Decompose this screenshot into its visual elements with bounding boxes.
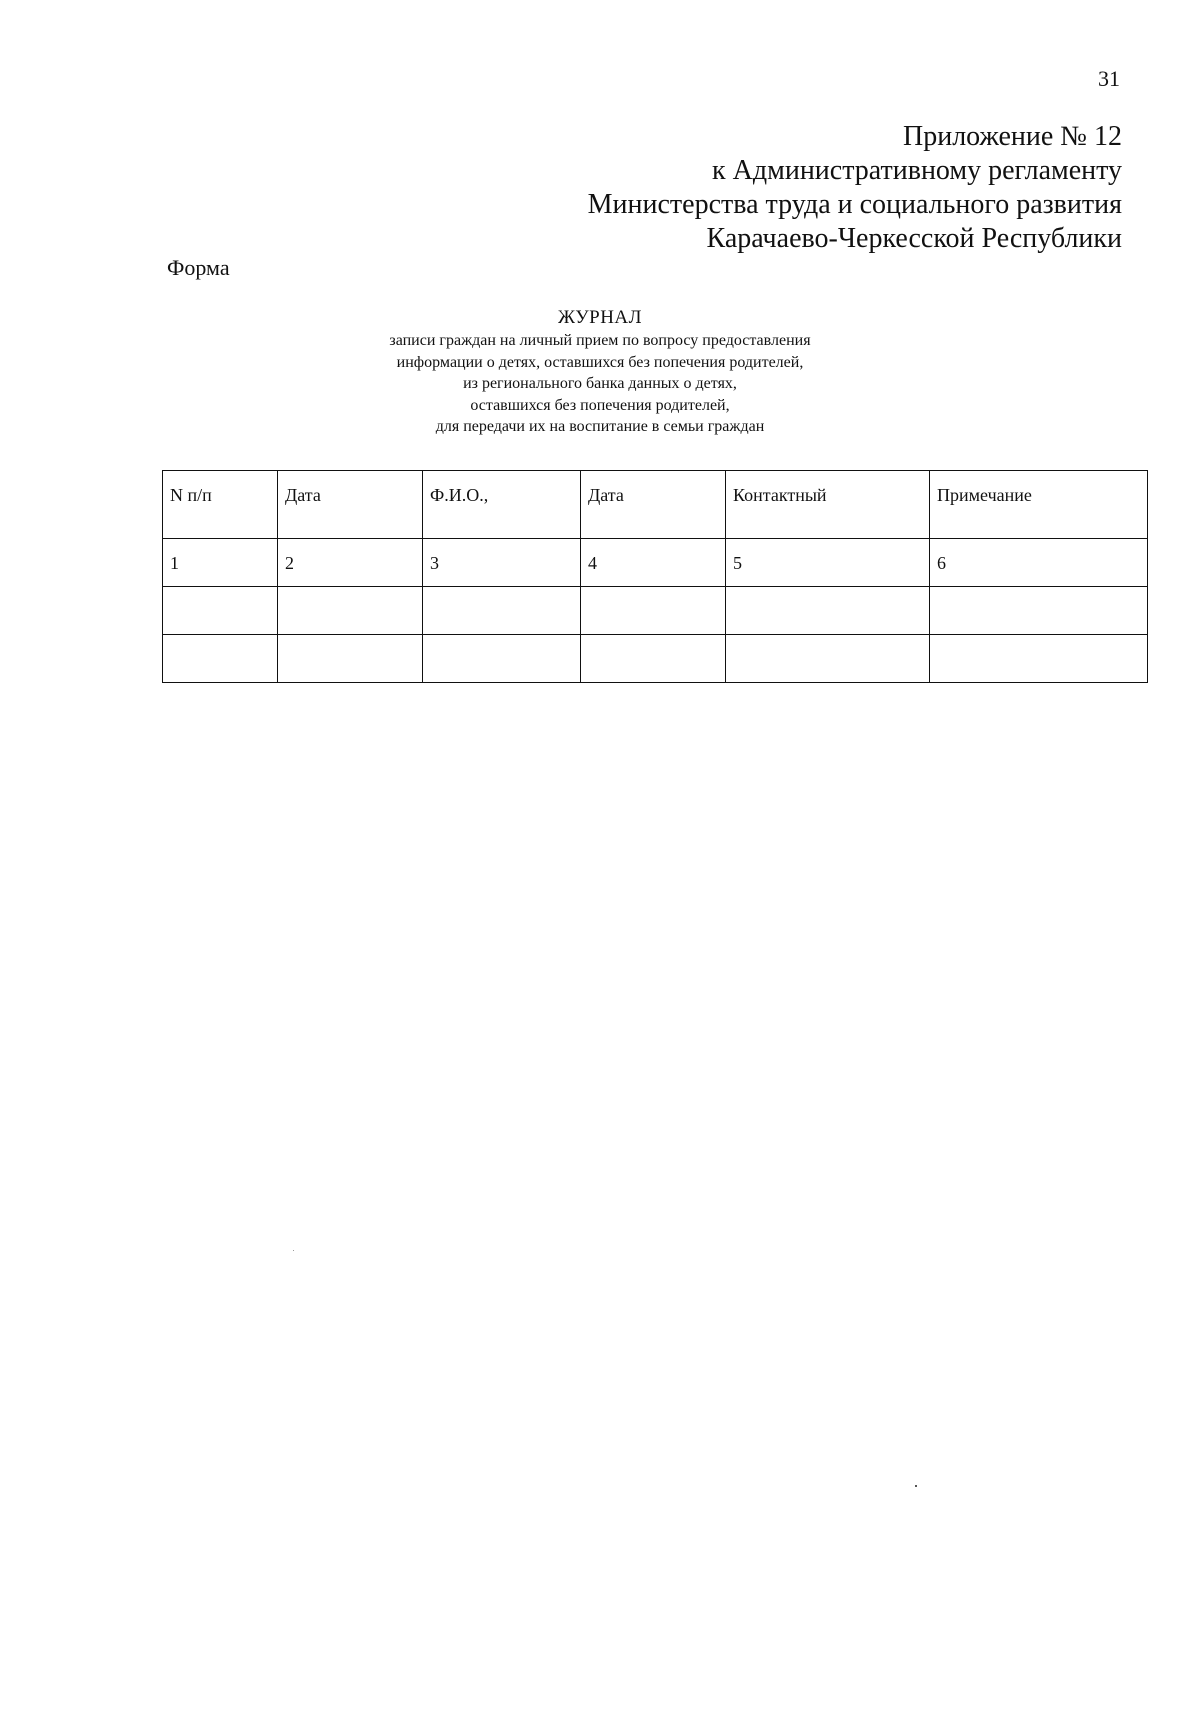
appendix-line: Карачаево-Черкесской Республики [706,223,1122,254]
scan-speck [293,1250,294,1251]
empty-cell [278,635,423,683]
empty-cell [581,587,726,635]
appendix-line: к Административному регламенту [712,155,1122,186]
header-cell-date-2: Дата [581,471,726,539]
journal-subtitle [0,330,1200,438]
empty-cell [423,587,581,635]
table-header-row [163,471,1148,539]
appendix-line: Приложение № 12 [903,121,1122,152]
numbering-cell: 4 [581,539,726,587]
empty-cell [930,587,1148,635]
empty-cell [163,635,278,683]
numbering-cell: 3 [423,539,581,587]
appendix-line: Министерства труда и социального развития [587,189,1122,220]
empty-cell [930,635,1148,683]
journal-subtitle-line: оставшихся без попечения родителей, [470,396,730,414]
form-label: Форма [167,255,230,280]
empty-cell [726,587,930,635]
header-cell-number: N п/п [163,471,278,539]
header-cell-date: Дата [278,471,423,539]
appendix-header [422,120,1122,256]
numbering-cell: 1 [163,539,278,587]
journal-subtitle-line: записи граждан на личный прием по вопросу предоставления [389,332,811,349]
table-row [163,635,1148,683]
empty-cell [726,635,930,683]
table-row [163,587,1148,635]
header-cell-note: Примечание [930,471,1148,539]
header-cell-contact: Контактный [726,471,930,539]
numbering-cell: 5 [726,539,930,587]
journal-subtitle-line: из регионального банка данных о детях, [463,375,737,392]
page-number: 31 [1098,66,1120,91]
register-table [162,470,1148,683]
table-numbering-row [163,539,1148,587]
empty-cell [581,635,726,683]
journal-subtitle-line: для передачи их на воспитание в семьи граждан [435,418,765,435]
numbering-cell: 2 [278,539,423,587]
scan-speck [915,1485,917,1487]
header-cell-full-name: Ф.И.О., [423,471,581,539]
empty-cell [423,635,581,683]
empty-cell [278,587,423,635]
journal-subtitle-line: информации о детях, оставшихся без попечения родителей, [396,353,804,371]
empty-cell [163,587,278,635]
journal-title: ЖУРНАЛ [557,307,643,328]
numbering-cell: 6 [930,539,1148,587]
